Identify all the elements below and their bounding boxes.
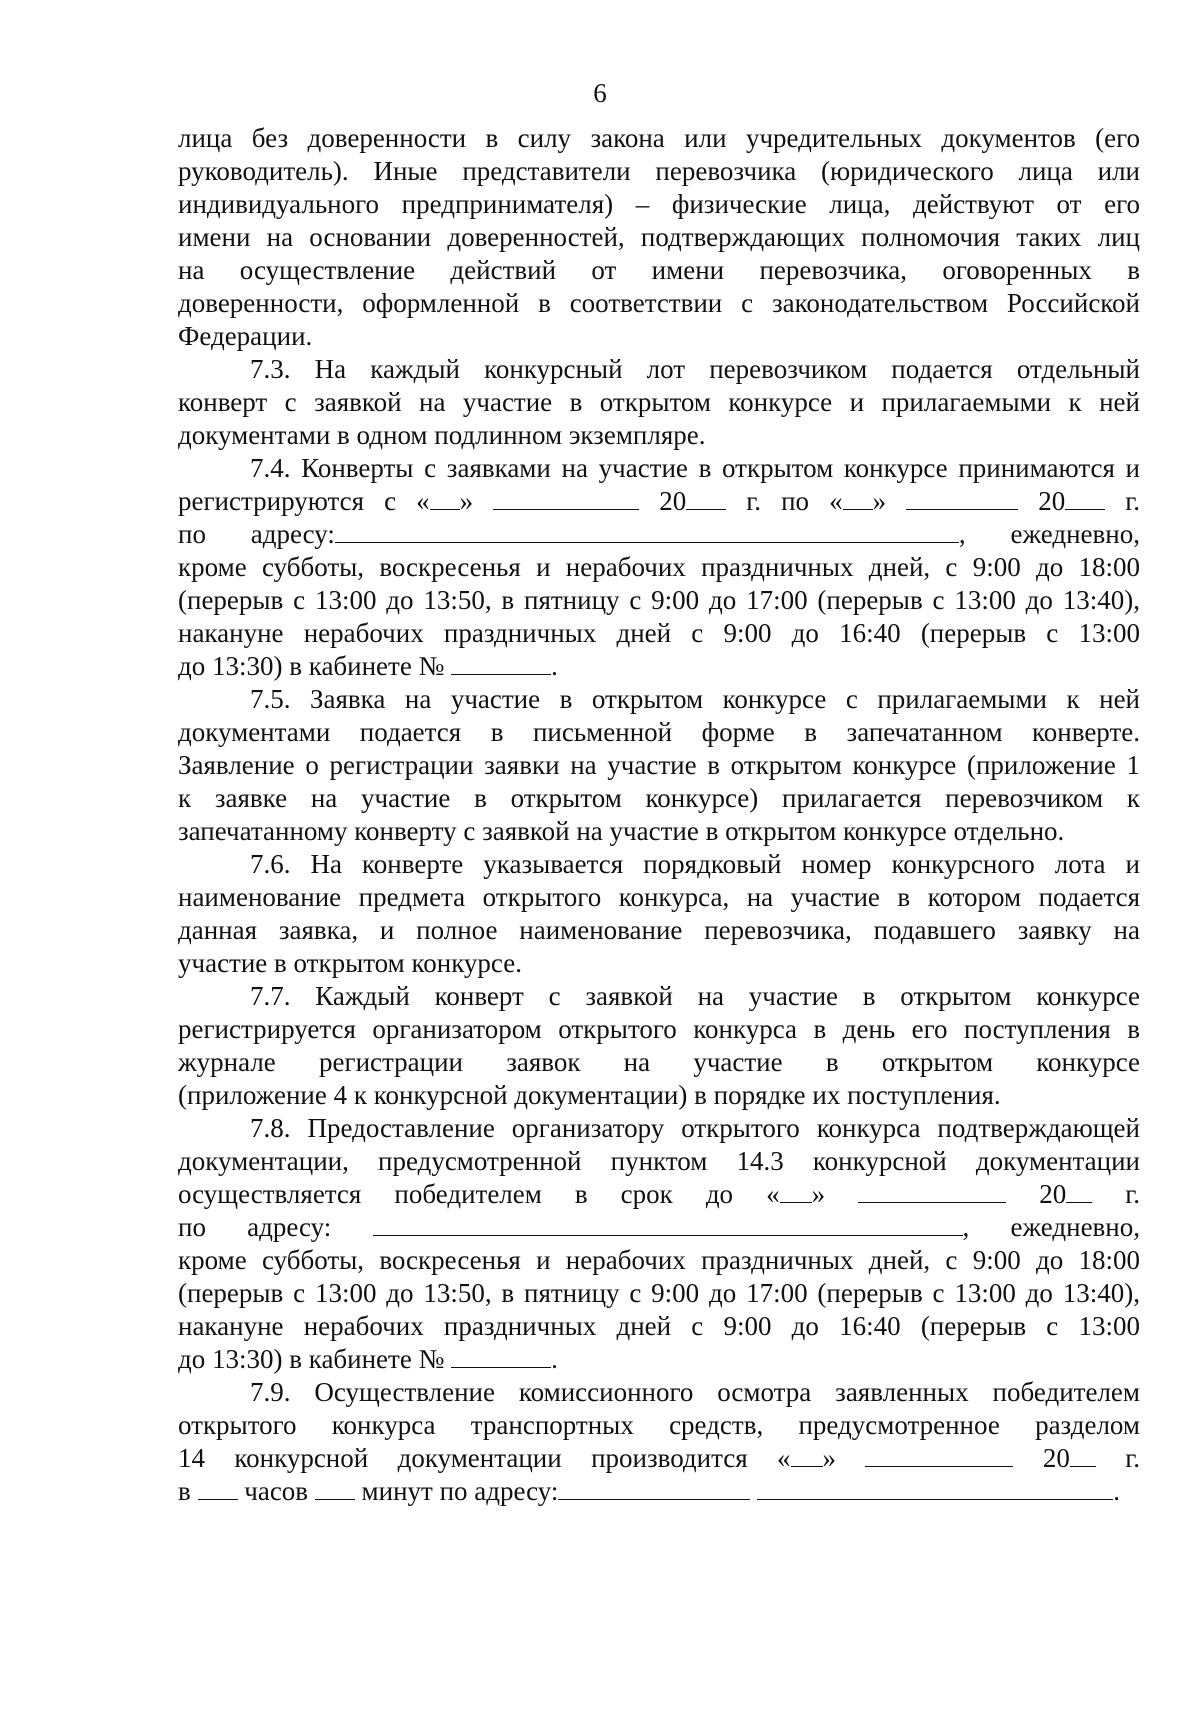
text-line: к заявке на участие в открытом конкурсе) прилагается перевозчиком к [178,783,1140,813]
text-fragment: регистрируются с « [178,486,430,516]
date-line [178,1442,1140,1475]
text-fragment: » [872,486,887,516]
paragraph-continuation [178,122,1140,353]
text-fragment: 20 [659,486,687,516]
text-fragment: 20 [1042,1443,1070,1473]
clause-7-9 [178,1376,1140,1508]
text-fragment: до 13:30) в кабинете № [178,1344,445,1374]
text-fragment: г. [1125,486,1141,516]
text-line: регистрируется организатором открытого конкурса в день его поступления в [178,1014,1140,1044]
text-line: документации, предусмотренной пунктом 14.3 конкурсной документации [178,1146,1140,1176]
text-line: 7.7. Каждый конверт с заявкой на участие в открытом конкурсе [250,981,1140,1011]
text-fragment: . [551,651,558,681]
month-blank[interactable] [493,487,639,510]
date-line [178,485,1140,518]
text-line: имени на основании доверенностей, подтверждающих полномочия таких лиц [178,222,1140,252]
year-blank[interactable] [686,487,726,510]
hours-blank[interactable] [198,1477,238,1500]
text-line: кроме субботы, воскресенья и нерабочих праздничных дней, с 9:00 до 18:00 [178,1245,1140,1275]
text-fragment: » [459,486,474,516]
text-line: руководитель). Иные представители перевозчика (юридического лица или [178,156,1140,186]
document-body [178,122,1140,1508]
text-line: лица без доверенности в силу закона или учредительных документов (его [178,123,1140,153]
text-fragment: » [811,1179,826,1209]
text-fragment: осуществляется победителем в срок до « [178,1179,780,1209]
text-line: накануне нерабочих праздничных дней с 9:00 до 16:40 (перерыв с 13:00 [178,618,1140,648]
clause-7-6 [178,848,1140,980]
time-address-line [178,1475,1140,1508]
office-line [178,1343,1140,1376]
text-fragment: в [178,1476,191,1506]
text-line: (перерыв с 13:00 до 13:50, в пятницу с 9:00 до 17:00 (перерыв с 13:00 до 13:40), [178,585,1140,615]
text-line: кроме субботы, воскресенья и нерабочих праздничных дней, с 9:00 до 18:00 [178,552,1140,582]
month-blank[interactable] [906,487,1018,510]
text-fragment: . [551,1344,558,1374]
day-blank[interactable] [791,1444,823,1467]
text-line: 7.3. На каждый конкурсный лот перевозчиком подается отдельный [250,354,1140,384]
text-line: данная заявка, и полное наименование перевозчика, подавшего заявку на [178,915,1140,945]
year-blank[interactable] [1070,1444,1096,1467]
text-fragment: , ежедневно, [962,1212,1140,1242]
text-fragment: по адресу: [178,519,335,549]
text-line: Заявление о регистрации заявки на участие в открытом конкурсе (приложение 1 [178,750,1140,780]
office-line [178,650,1140,683]
office-number-blank[interactable] [451,652,551,675]
text-fragment: » [822,1443,837,1473]
text-fragment: 20 [1038,486,1066,516]
address-blank[interactable] [757,1477,1113,1500]
page-number: 6 [593,78,607,108]
text-line: 7.8. Предоставление организатору открытого конкурса подтверждающей [250,1113,1140,1143]
text-fragment: до 13:30) в кабинете № [178,651,445,681]
month-blank[interactable] [858,1180,1006,1203]
address-blank[interactable] [373,1213,963,1236]
text-fragment: по адресу: [178,1212,332,1242]
clause-7-5 [178,683,1140,848]
office-number-blank[interactable] [451,1345,551,1368]
text-line: открытого конкурса транспортных средств, предусмотренное разделом [178,1410,1140,1440]
text-fragment: . [1113,1476,1120,1506]
address-line [178,1211,1140,1244]
clause-7-3 [178,353,1140,452]
address-line [178,518,1140,551]
address-blank[interactable] [335,520,959,543]
text-line: участие в открытом конкурсе. [178,948,522,978]
text-line: на осуществление действий от имени перевозчика, оговоренных в [178,255,1140,285]
text-line: 7.6. На конверте указывается порядковый номер конкурсного лота и [250,849,1140,879]
text-line: документами в одном подлинном экземпляре. [178,420,706,450]
text-line: документами подается в письменной форме в запечатанном конверте. [178,717,1140,747]
text-fragment: , ежедневно, [958,519,1140,549]
minutes-blank[interactable] [315,1477,355,1500]
clause-7-7 [178,980,1140,1112]
text-line: 7.4. Конверты с заявками на участие в открытом конкурсе принимаются и [250,453,1140,483]
clause-7-4 [178,452,1140,683]
text-line: (перерыв с 13:00 до 13:50, в пятницу с 9:00 до 17:00 (перерыв с 13:00 до 13:40), [178,1278,1140,1308]
day-blank[interactable] [780,1180,812,1203]
text-fragment: часов [244,1476,309,1506]
text-fragment: г. [1125,1443,1140,1473]
text-line: (приложение 4 к конкурсной документации) в порядке их поступления. [178,1080,1001,1110]
text-line: 7.5. Заявка на участие в открытом конкурсе с прилагаемыми к ней [250,684,1140,714]
date-line [178,1178,1140,1211]
text-fragment: г. [1125,1179,1141,1209]
text-fragment: 20 [1039,1179,1067,1209]
day-blank[interactable] [843,487,873,510]
clause-7-8 [178,1112,1140,1376]
day-blank[interactable] [430,487,460,510]
text-line: наименование предмета открытого конкурса, на участие в котором подается [178,882,1140,912]
text-fragment: 14 конкурсной документации производится « [178,1443,791,1473]
text-line: доверенности, оформленной в соответствии с законодательством Российской [178,288,1140,318]
text-line: запечатанному конверту с заявкой на участие в открытом конкурсе отдельно. [178,816,1065,846]
text-fragment: минут по адресу: [361,1476,559,1506]
year-blank[interactable] [1066,1180,1092,1203]
text-line: конверт с заявкой на участие в открытом конкурсе и прилагаемыми к ней [178,387,1140,417]
text-line: журнале регистрации заявок на участие в открытом конкурсе [178,1047,1140,1077]
text-line: Федерации. [178,321,313,351]
year-blank[interactable] [1065,487,1105,510]
month-blank[interactable] [865,1444,1013,1467]
text-line: накануне нерабочих праздничных дней с 9:00 до 16:40 (перерыв с 13:00 [178,1311,1140,1341]
address-blank[interactable] [558,1477,750,1500]
text-line: 7.9. Осуществление комиссионного осмотра заявленных победителем [250,1377,1140,1407]
text-fragment: г. по « [746,486,843,516]
text-line: индивидуального предпринимателя) – физические лица, действуют от его [178,189,1140,219]
